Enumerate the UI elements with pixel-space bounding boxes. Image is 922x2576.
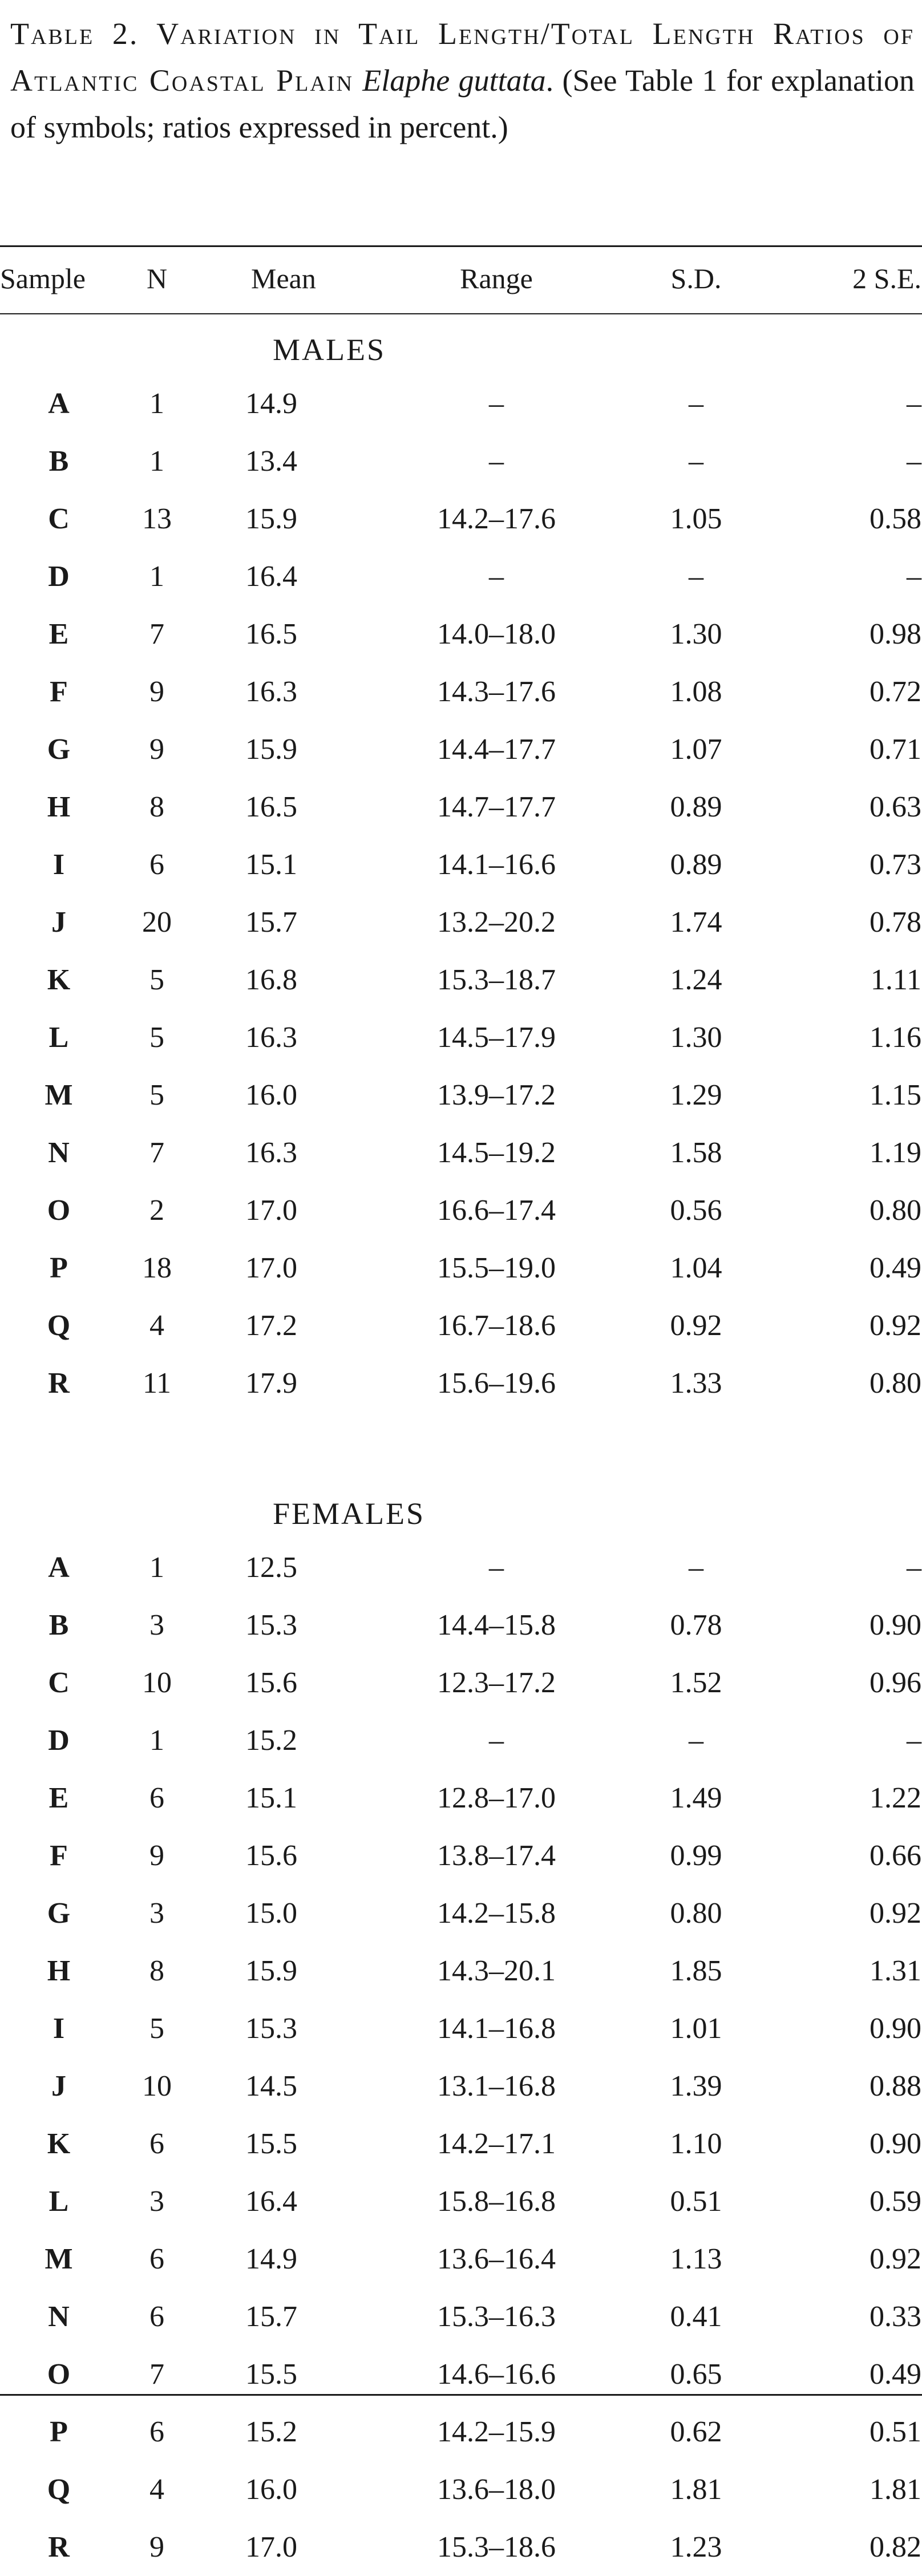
- cell-sd: 1.52: [670, 1667, 722, 1699]
- caption-species: Elaphe guttata: [362, 63, 546, 98]
- cell-range: 13.1–16.8: [437, 2070, 556, 2102]
- cell-sample: D: [48, 1724, 70, 1757]
- cell-2se: 0.90: [870, 2128, 921, 2160]
- cell-2se: 1.31: [870, 1955, 921, 1987]
- table-row: [0, 664, 922, 721]
- cell-mean: 14.5: [245, 2070, 297, 2102]
- table-row: [0, 1885, 922, 1942]
- cell-range: 14.2–15.8: [437, 1897, 556, 1930]
- cell-n: 9: [149, 733, 164, 766]
- cell-2se: 0.72: [870, 676, 921, 708]
- cell-2se: 1.16: [870, 1021, 921, 1054]
- cell-mean: 14.9: [245, 387, 297, 420]
- cell-sd: 1.29: [670, 1079, 722, 1111]
- cell-mean: 15.7: [245, 906, 297, 939]
- cell-sample: M: [45, 1079, 73, 1111]
- cell-sd: 0.99: [670, 1839, 722, 1872]
- cell-sample: A: [48, 387, 70, 420]
- cell-2se: 0.33: [870, 2300, 921, 2333]
- cell-2se: 0.51: [870, 2416, 921, 2448]
- cell-n: 7: [149, 2358, 164, 2391]
- cell-2se: –: [907, 1724, 921, 1757]
- table-row: [0, 548, 922, 605]
- cell-mean: 17.2: [245, 1309, 297, 1342]
- cell-sd: 1.13: [670, 2243, 722, 2275]
- cell-range: 13.6–18.0: [437, 2473, 556, 2506]
- table-row: [0, 1355, 922, 1412]
- cell-n: 4: [149, 1309, 164, 1342]
- cell-sample: O: [47, 2358, 71, 2391]
- cell-mean: 16.4: [245, 560, 297, 593]
- cell-mean: 15.3: [245, 1609, 297, 1641]
- cell-sample: P: [50, 2416, 68, 2448]
- table-row: [0, 836, 922, 893]
- cell-range: 14.4–15.8: [437, 1609, 556, 1641]
- table-row: [0, 2116, 922, 2173]
- table-row: [0, 1943, 922, 2000]
- cell-range: –: [489, 1551, 504, 1584]
- cell-range: 14.4–17.7: [437, 733, 556, 766]
- cell-sample: G: [47, 1897, 71, 1930]
- cell-n: 6: [149, 2128, 164, 2160]
- cell-sd: 0.89: [670, 848, 722, 881]
- cell-n: 8: [149, 1955, 164, 1987]
- cell-mean: 16.3: [245, 1137, 297, 1169]
- cell-n: 6: [149, 2416, 164, 2448]
- cell-2se: –: [907, 445, 921, 478]
- cell-n: 11: [142, 1367, 172, 1400]
- cell-sd: 1.10: [670, 2128, 722, 2160]
- cell-n: 3: [149, 1609, 164, 1641]
- cell-range: 16.7–18.6: [437, 1309, 556, 1342]
- cell-sd: 0.80: [670, 1897, 722, 1930]
- cell-2se: –: [907, 560, 921, 593]
- cell-sd: 1.39: [670, 2070, 722, 2102]
- caption-label: Table 2. Variation in Tail Length/Total Length Ratios of Atlantic Coastal Plain: [10, 17, 915, 98]
- cell-sd: 1.07: [670, 733, 722, 766]
- cell-sd: 1.74: [670, 906, 722, 939]
- cell-n: 4: [149, 2473, 164, 2506]
- cell-mean: 15.1: [245, 848, 297, 881]
- cell-mean: 15.2: [245, 2416, 297, 2448]
- section-title: MALES: [273, 333, 386, 367]
- cell-mean: 16.4: [245, 2185, 297, 2218]
- cell-sd: 0.51: [670, 2185, 722, 2218]
- cell-2se: 1.15: [870, 1079, 921, 1111]
- cell-range: 14.2–17.6: [437, 503, 556, 535]
- cell-mean: 17.0: [245, 1252, 297, 1284]
- table-row: [0, 1297, 922, 1354]
- cell-range: 14.2–15.9: [437, 2416, 556, 2448]
- cell-mean: 16.3: [245, 676, 297, 708]
- cell-range: 14.3–17.6: [437, 676, 556, 708]
- cell-sd: 1.30: [670, 618, 722, 650]
- top-rule: [0, 245, 922, 247]
- cell-2se: 0.92: [870, 1309, 921, 1342]
- cell-2se: 0.92: [870, 1897, 921, 1930]
- column-header-2se: 2 S.E.: [852, 262, 921, 294]
- cell-mean: 16.0: [245, 2473, 297, 2506]
- cell-sample: E: [48, 1782, 69, 1814]
- table-row: [0, 1712, 922, 1769]
- cell-mean: 14.9: [245, 2243, 297, 2275]
- cell-sd: 1.81: [670, 2473, 722, 2506]
- cell-range: –: [489, 560, 504, 593]
- cell-2se: 0.78: [870, 906, 921, 939]
- cell-2se: 1.22: [870, 1782, 921, 1814]
- table-row: [0, 375, 922, 432]
- cell-2se: 0.63: [870, 791, 921, 823]
- cell-2se: 1.19: [870, 1137, 921, 1169]
- cell-sample: R: [48, 2531, 70, 2563]
- cell-n: 6: [149, 2300, 164, 2333]
- cell-2se: 0.96: [870, 1667, 921, 1699]
- cell-sample: N: [48, 2300, 70, 2333]
- cell-sample: H: [47, 791, 71, 823]
- table-row: [0, 952, 922, 1009]
- cell-sd: –: [689, 560, 703, 593]
- cell-range: –: [489, 387, 504, 420]
- cell-2se: 0.90: [870, 1609, 921, 1641]
- cell-n: 10: [142, 1667, 172, 1699]
- table-row: [0, 2404, 922, 2461]
- cell-mean: 15.9: [245, 503, 297, 535]
- cell-2se: –: [907, 1551, 921, 1584]
- cell-range: 14.6–16.6: [437, 2358, 556, 2391]
- cell-mean: 15.6: [245, 1839, 297, 1872]
- cell-sd: 1.85: [670, 1955, 722, 1987]
- cell-range: 13.2–20.2: [437, 906, 556, 939]
- cell-sample: K: [47, 2128, 71, 2160]
- cell-n: 7: [149, 618, 164, 650]
- cell-n: 1: [149, 1551, 164, 1584]
- cell-sd: 1.04: [670, 1252, 722, 1284]
- table-row: [0, 1067, 922, 1124]
- table-row: [0, 2173, 922, 2230]
- cell-mean: 15.5: [245, 2128, 297, 2160]
- data-table: [0, 238, 922, 2563]
- cell-n: 8: [149, 791, 164, 823]
- cell-n: 1: [149, 387, 164, 420]
- cell-range: 15.6–19.6: [437, 1367, 556, 1400]
- cell-n: 6: [149, 848, 164, 881]
- cell-2se: 0.66: [870, 1839, 921, 1872]
- cell-range: –: [489, 1724, 504, 1757]
- cell-mean: 17.0: [245, 1194, 297, 1227]
- column-header-sample: Sample: [0, 262, 86, 294]
- cell-sample: F: [50, 676, 68, 708]
- cell-sd: 1.33: [670, 1367, 722, 1400]
- cell-2se: 0.49: [870, 2358, 921, 2391]
- cell-sample: I: [52, 2012, 65, 2045]
- table-row: [0, 779, 922, 836]
- cell-sample: B: [48, 445, 69, 478]
- table-row: [0, 1770, 922, 1827]
- column-header-sd: S.D.: [670, 262, 722, 294]
- cell-sd: 1.08: [670, 676, 722, 708]
- cell-range: 13.9–17.2: [437, 1079, 556, 1111]
- cell-sd: 1.49: [670, 1782, 722, 1814]
- cell-mean: 12.5: [245, 1551, 297, 1584]
- table-row: [0, 2461, 922, 2518]
- cell-n: 3: [149, 1897, 164, 1930]
- cell-range: 15.3–16.3: [437, 2300, 556, 2333]
- cell-sd: 0.78: [670, 1609, 722, 1641]
- cell-sd: 1.58: [670, 1137, 722, 1169]
- cell-range: 14.3–20.1: [437, 1955, 556, 1987]
- table-row: [0, 721, 922, 778]
- cell-mean: 17.0: [245, 2531, 297, 2563]
- table-row: [0, 491, 922, 548]
- table-row: [0, 433, 922, 490]
- cell-range: 12.3–17.2: [437, 1667, 556, 1699]
- cell-2se: 0.73: [870, 848, 921, 881]
- cell-sample: M: [45, 2243, 73, 2275]
- cell-mean: 16.0: [245, 1079, 297, 1111]
- cell-n: 9: [149, 2531, 164, 2563]
- cell-sample: H: [47, 1955, 71, 1987]
- cell-mean: 16.5: [245, 618, 297, 650]
- cell-range: 14.5–19.2: [437, 1137, 556, 1169]
- table-row: [0, 1182, 922, 1239]
- cell-2se: 0.90: [870, 2012, 921, 2045]
- cell-sample: K: [47, 964, 71, 996]
- cell-2se: 0.92: [870, 2243, 921, 2275]
- table-row: [0, 1240, 922, 1297]
- cell-mean: 15.3: [245, 2012, 297, 2045]
- cell-2se: 0.80: [870, 1194, 921, 1227]
- header-rule: [0, 313, 922, 314]
- cell-n: 5: [149, 1079, 164, 1111]
- cell-n: 5: [149, 2012, 164, 2045]
- table-caption: [10, 10, 915, 151]
- cell-mean: 15.7: [245, 2300, 297, 2333]
- cell-range: 14.1–16.6: [437, 848, 556, 881]
- column-header-range: Range: [460, 262, 533, 294]
- cell-mean: 17.9: [245, 1367, 297, 1400]
- cell-sd: 0.89: [670, 791, 722, 823]
- cell-sample: B: [48, 1609, 69, 1641]
- cell-range: 14.2–17.1: [437, 2128, 556, 2160]
- cell-2se: 0.58: [870, 503, 921, 535]
- cell-sample: G: [47, 733, 71, 766]
- column-header-mean: Mean: [251, 262, 316, 294]
- table-row: [0, 1655, 922, 1712]
- table-row: [0, 1827, 922, 1885]
- cell-n: 1: [149, 445, 164, 478]
- cell-n: 6: [149, 2243, 164, 2275]
- table-row: [0, 1539, 922, 1596]
- cell-range: 15.5–19.0: [437, 1252, 556, 1284]
- table-row: [0, 2058, 922, 2115]
- cell-mean: 13.4: [245, 445, 297, 478]
- cell-n: 2: [149, 1194, 164, 1227]
- cell-sample: J: [51, 2070, 66, 2102]
- cell-mean: 15.2: [245, 1724, 297, 1757]
- cell-sample: L: [48, 1021, 69, 1054]
- cell-n: 10: [142, 2070, 172, 2102]
- cell-sample: A: [48, 1551, 70, 1584]
- cell-range: –: [489, 445, 504, 478]
- table-row: [0, 1597, 922, 1654]
- cell-range: 14.5–17.9: [437, 1021, 556, 1054]
- cell-range: 14.1–16.8: [437, 2012, 556, 2045]
- cell-2se: 0.80: [870, 1367, 921, 1400]
- cell-range: 12.8–17.0: [437, 1782, 556, 1814]
- cell-sd: 1.05: [670, 503, 722, 535]
- caption-note: . (See Table 1 for explanation of symbols; ratios expressed in percent.): [10, 63, 915, 144]
- cell-n: 6: [149, 1782, 164, 1814]
- cell-sample: F: [50, 1839, 68, 1872]
- cell-2se: 0.49: [870, 1252, 921, 1284]
- cell-2se: 1.11: [870, 964, 921, 996]
- cell-range: 14.0–18.0: [437, 618, 556, 650]
- bottom-rule: [0, 2394, 922, 2396]
- cell-sd: –: [689, 387, 703, 420]
- cell-sd: 0.92: [670, 1309, 722, 1342]
- cell-range: 16.6–17.4: [437, 1194, 556, 1227]
- cell-sd: –: [689, 445, 703, 478]
- cell-sd: 1.01: [670, 2012, 722, 2045]
- cell-2se: 0.98: [870, 618, 921, 650]
- cell-range: 13.6–16.4: [437, 2243, 556, 2275]
- cell-n: 13: [142, 503, 172, 535]
- cell-n: 5: [149, 964, 164, 996]
- cell-2se: 0.71: [870, 733, 921, 766]
- cell-mean: 16.5: [245, 791, 297, 823]
- cell-mean: 15.9: [245, 1955, 297, 1987]
- cell-sample: D: [48, 560, 70, 593]
- cell-sd: 0.56: [670, 1194, 722, 1227]
- cell-mean: 16.3: [245, 1021, 297, 1054]
- cell-range: 13.8–17.4: [437, 1839, 556, 1872]
- cell-sd: –: [689, 1724, 703, 1757]
- table-row: [0, 606, 922, 663]
- column-header-n: N: [146, 262, 168, 294]
- cell-2se: 1.81: [870, 2473, 921, 2506]
- cell-n: 9: [149, 676, 164, 708]
- cell-sample: J: [51, 906, 66, 939]
- cell-n: 1: [149, 1724, 164, 1757]
- cell-sd: 1.24: [670, 964, 722, 996]
- cell-sd: 1.30: [670, 1021, 722, 1054]
- cell-range: 15.8–16.8: [437, 2185, 556, 2218]
- cell-n: 20: [142, 906, 172, 939]
- cell-sample: I: [52, 848, 65, 881]
- cell-sample: O: [47, 1194, 71, 1227]
- table-row: [0, 894, 922, 951]
- cell-mean: 15.5: [245, 2358, 297, 2391]
- cell-range: 14.7–17.7: [437, 791, 556, 823]
- cell-sample: E: [48, 618, 69, 650]
- cell-sample: N: [48, 1137, 70, 1169]
- cell-sample: P: [50, 1252, 68, 1284]
- table-row: [0, 1009, 922, 1066]
- table-row: [0, 2000, 922, 2057]
- cell-2se: 0.88: [870, 2070, 921, 2102]
- cell-sd: 1.23: [670, 2531, 722, 2563]
- cell-2se: –: [907, 387, 921, 420]
- cell-sample: Q: [47, 2473, 71, 2506]
- cell-mean: 15.0: [245, 1897, 297, 1930]
- table-row: [0, 2231, 922, 2288]
- cell-sample: Q: [47, 1309, 71, 1342]
- cell-sample: C: [48, 503, 70, 535]
- cell-mean: 15.9: [245, 733, 297, 766]
- cell-range: 15.3–18.6: [437, 2531, 556, 2563]
- cell-range: 15.3–18.7: [437, 964, 556, 996]
- cell-2se: 0.59: [870, 2185, 921, 2218]
- cell-n: 5: [149, 1021, 164, 1054]
- cell-mean: 15.1: [245, 1782, 297, 1814]
- cell-n: 18: [142, 1252, 172, 1284]
- table-row: [0, 2519, 922, 2576]
- cell-mean: 16.8: [245, 964, 297, 996]
- cell-sample: L: [48, 2185, 69, 2218]
- cell-n: 9: [149, 1839, 164, 1872]
- cell-n: 3: [149, 2185, 164, 2218]
- cell-sd: –: [689, 1551, 703, 1584]
- table-row: [0, 2288, 922, 2346]
- cell-n: 7: [149, 1137, 164, 1169]
- cell-n: 1: [149, 560, 164, 593]
- cell-sd: 0.41: [670, 2300, 722, 2333]
- cell-sample: C: [48, 1667, 70, 1699]
- cell-2se: 0.82: [870, 2531, 921, 2563]
- cell-sd: 0.65: [670, 2358, 722, 2391]
- table-row: [0, 1125, 922, 1182]
- section-title: FEMALES: [273, 1497, 426, 1531]
- cell-mean: 15.6: [245, 1667, 297, 1699]
- cell-sd: 0.62: [670, 2416, 722, 2448]
- cell-sample: R: [48, 1367, 70, 1400]
